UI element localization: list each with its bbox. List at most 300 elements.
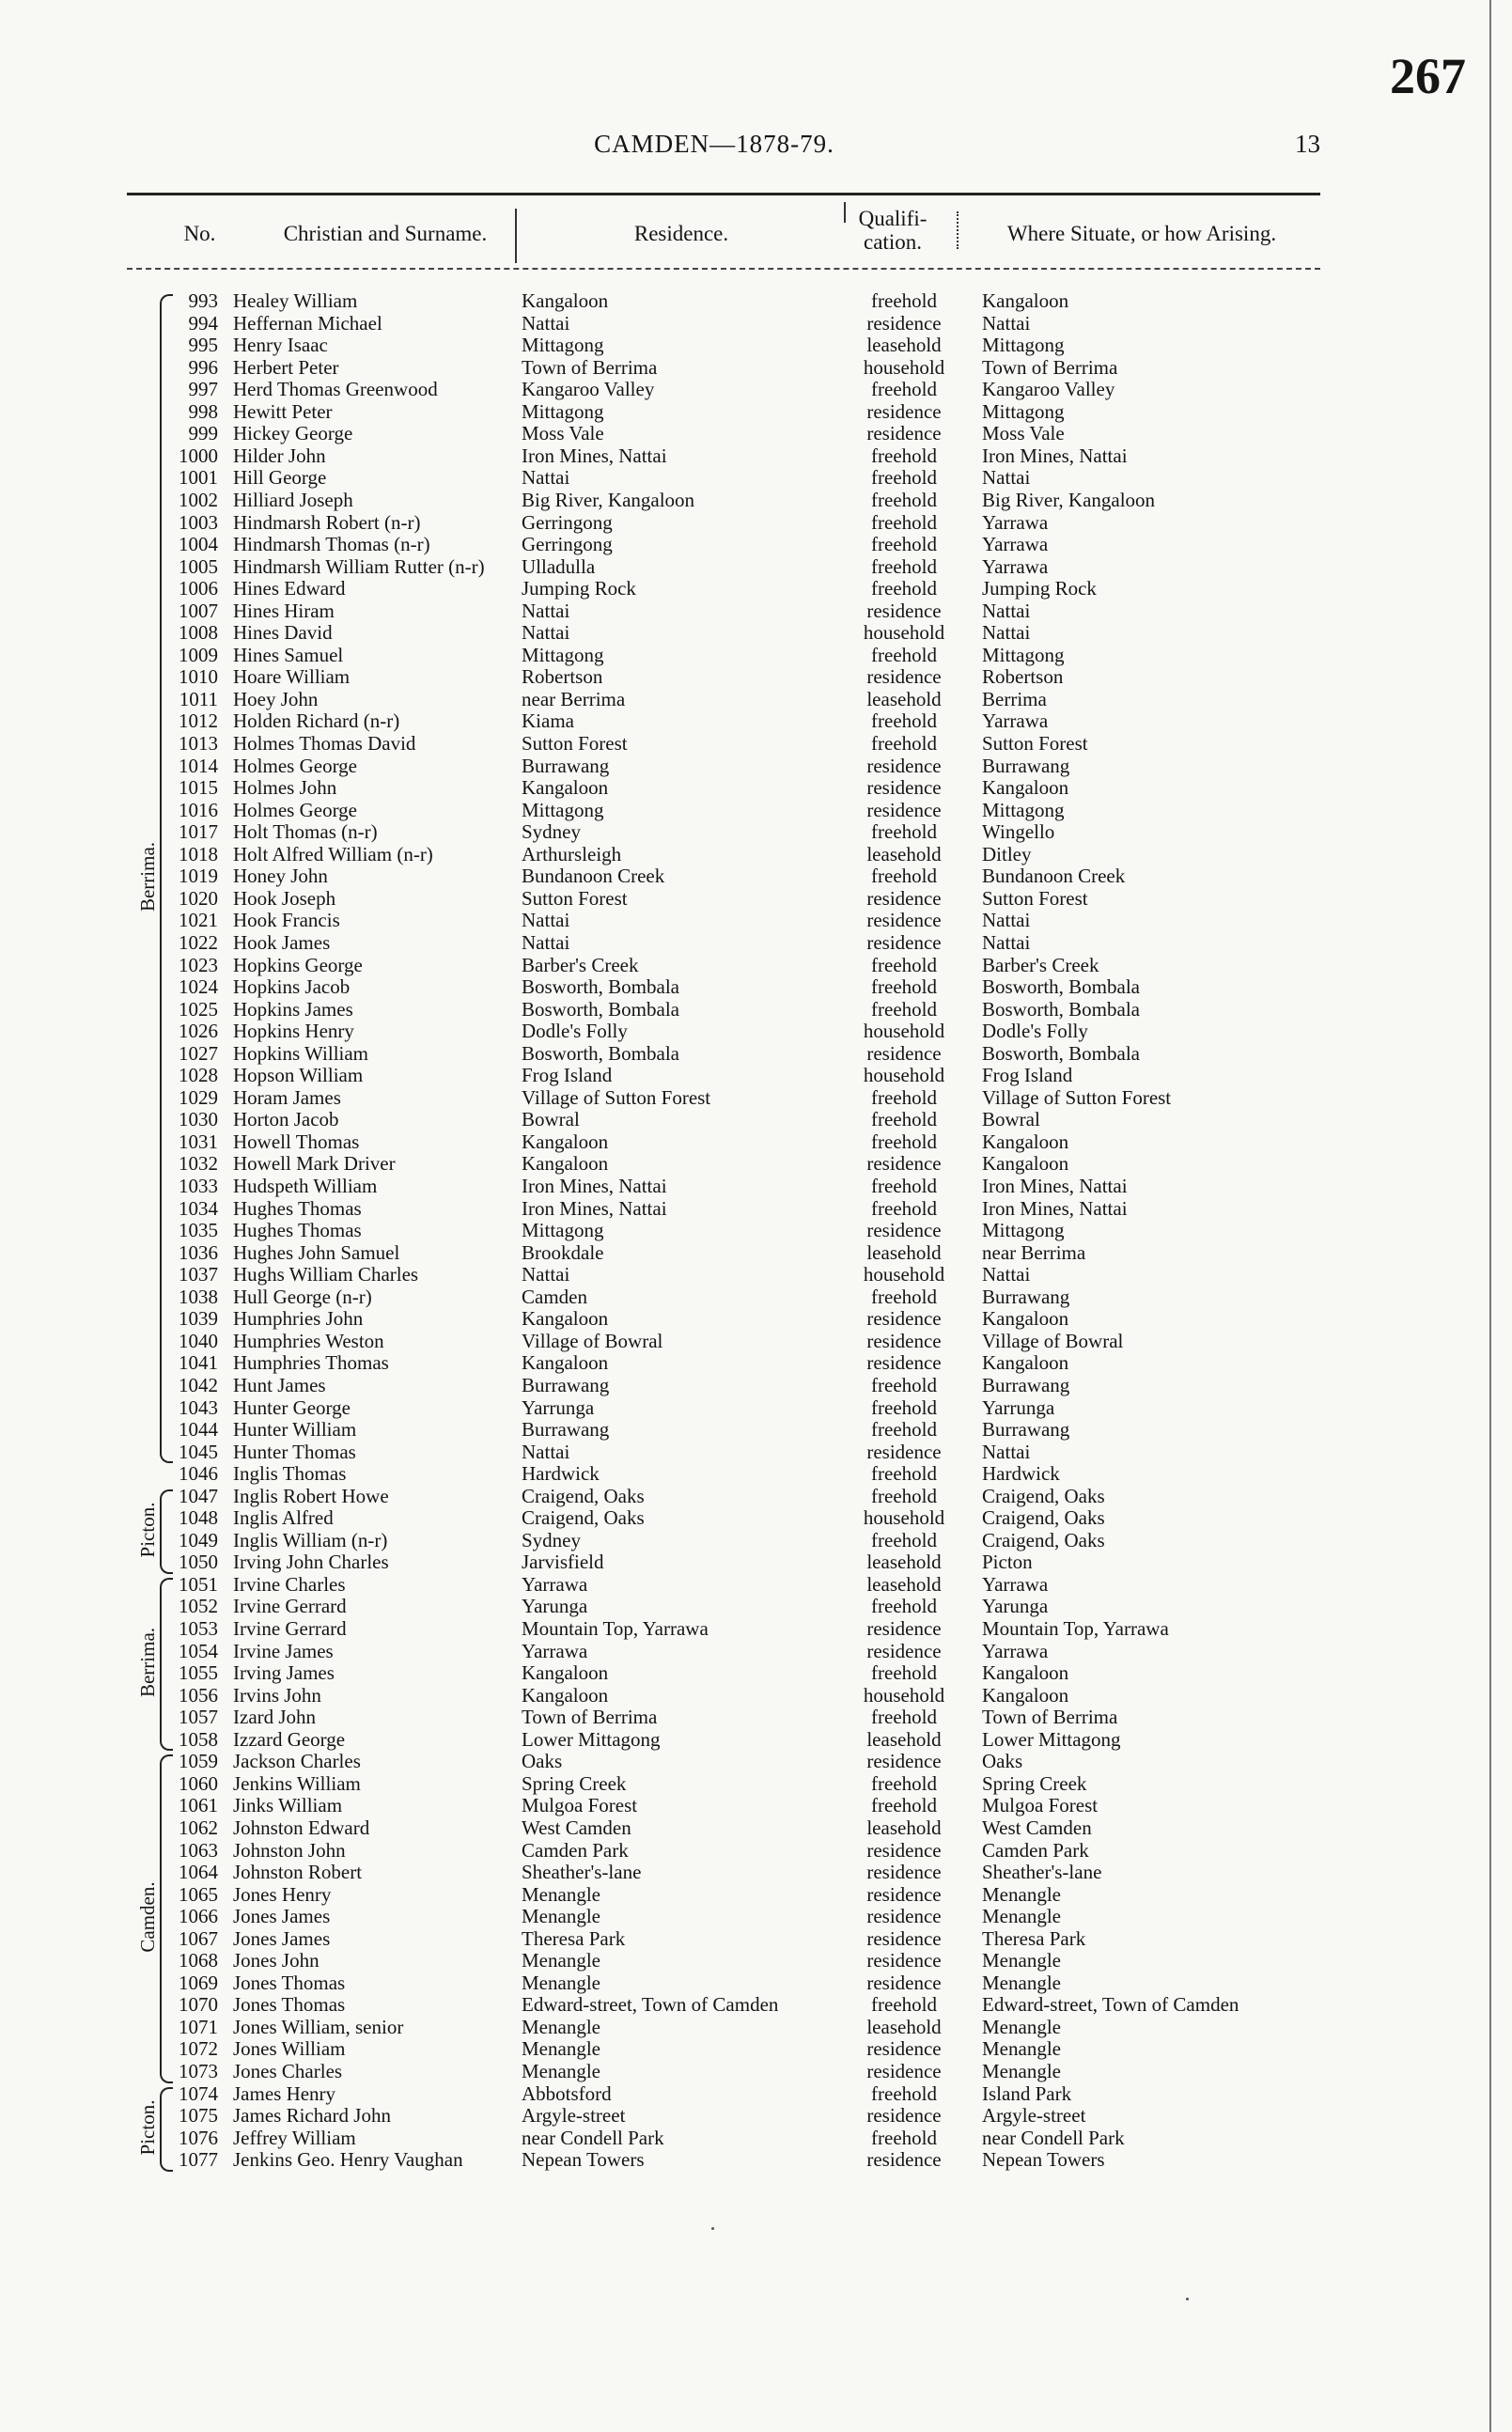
qualification: residence xyxy=(866,1152,942,1176)
table-row xyxy=(0,1397,1512,1420)
table-row xyxy=(0,512,1512,535)
where-situate: Ditley xyxy=(982,842,1032,865)
row-number: 1014 xyxy=(179,754,218,777)
elector-name: Izard John xyxy=(233,1706,317,1729)
elector-name: Hill George xyxy=(233,466,327,490)
residence: Jarvisfield xyxy=(522,1551,604,1574)
elector-name: Irvins John xyxy=(233,1683,321,1707)
where-situate: Nattai xyxy=(982,930,1031,954)
residence: Sheather's-lane xyxy=(522,1861,642,1884)
paper-speck xyxy=(1186,2298,1189,2300)
table-row xyxy=(0,335,1512,357)
row-number: 1068 xyxy=(179,1949,218,1972)
where-situate: Iron Mines, Nattai xyxy=(982,444,1128,467)
row-number: 1002 xyxy=(179,488,218,511)
header-separator xyxy=(515,209,517,263)
qualification: residence xyxy=(866,2037,942,2061)
row-number: 1028 xyxy=(179,1064,218,1087)
table-row xyxy=(0,1862,1512,1884)
row-number: 1036 xyxy=(179,1240,218,1264)
where-situate: Mittagong xyxy=(982,399,1065,423)
elector-name: Humphries Thomas xyxy=(233,1351,389,1375)
qualification: freehold xyxy=(871,466,937,490)
where-situate: Picton xyxy=(982,1551,1033,1574)
elector-name: Jackson Charles xyxy=(233,1750,361,1773)
elector-name: Hook Francis xyxy=(233,909,340,932)
table-row xyxy=(0,1751,1512,1773)
row-number: 996 xyxy=(188,355,218,379)
residence: Moss Vale xyxy=(522,422,604,445)
paper-speck xyxy=(711,2227,714,2230)
elector-name: Jones James xyxy=(233,1905,331,1928)
table-row xyxy=(0,666,1512,689)
table-row xyxy=(0,756,1512,778)
where-situate: Village of Bowral xyxy=(982,1329,1124,1352)
where-situate: Bosworth, Bombala xyxy=(982,997,1140,1021)
where-situate: Kangaloon xyxy=(982,1661,1069,1685)
where-situate: Town of Berrima xyxy=(982,1706,1118,1729)
residence: Kangaloon xyxy=(522,1351,609,1375)
row-number: 993 xyxy=(188,289,218,312)
elector-name: Hoare William xyxy=(233,665,351,689)
row-number: 1017 xyxy=(179,820,218,844)
where-situate: Bowral xyxy=(982,1108,1040,1131)
table-row xyxy=(0,800,1512,822)
elector-name: Jenkins William xyxy=(233,1771,361,1795)
residence: Menangle xyxy=(522,1971,600,1994)
residence: Village of Sutton Forest xyxy=(522,1085,711,1109)
district-label: Berrima. xyxy=(136,1628,159,1698)
elector-name: Honey John xyxy=(233,865,328,888)
residence: Nattai xyxy=(522,311,570,335)
qualification: freehold xyxy=(871,1661,937,1685)
where-situate: Craigend, Oaks xyxy=(982,1506,1105,1530)
table-row xyxy=(0,1352,1512,1375)
where-situate: near Condell Park xyxy=(982,2126,1125,2149)
where-situate: Menangle xyxy=(982,1971,1061,1994)
where-situate: Kangaloon xyxy=(982,289,1069,312)
residence: Bundanoon Creek xyxy=(522,865,665,888)
elector-name: Hopkins William xyxy=(233,1041,369,1065)
where-situate: Bosworth, Bombala xyxy=(982,1041,1140,1065)
residence: Kangaloon xyxy=(522,776,609,800)
row-number: 1041 xyxy=(179,1351,218,1375)
where-situate: Burrawang xyxy=(982,754,1070,777)
qualification: freehold xyxy=(871,289,937,312)
row-number: 1029 xyxy=(179,1085,218,1109)
where-situate: Yarrawa xyxy=(982,1639,1049,1662)
table-row xyxy=(0,357,1512,380)
elector-name: Hook Joseph xyxy=(233,886,336,910)
where-situate: Kangaloon xyxy=(982,1152,1069,1176)
where-situate: Mittagong xyxy=(982,798,1065,821)
table-row xyxy=(0,2017,1512,2039)
residence: Village of Bowral xyxy=(522,1329,663,1352)
residence: Theresa Park xyxy=(522,1926,626,1950)
table-row xyxy=(0,578,1512,600)
district-label: Camden. xyxy=(136,1881,159,1953)
qualification: freehold xyxy=(871,1175,937,1197)
qualification: residence xyxy=(866,2060,942,2082)
qualification: residence xyxy=(866,909,942,932)
where-situate: West Camden xyxy=(982,1816,1092,1839)
table-row xyxy=(0,1507,1512,1530)
where-situate: Burrawang xyxy=(982,1418,1070,1442)
elector-name: Henry Isaac xyxy=(233,334,328,357)
table-row xyxy=(0,1087,1512,1110)
district-bracket xyxy=(160,2087,173,2172)
where-situate: Menangle xyxy=(982,2060,1061,2082)
table-row xyxy=(0,1264,1512,1286)
residence: Bosworth, Bombala xyxy=(522,1041,679,1065)
row-number: 1057 xyxy=(179,1706,218,1729)
table-row xyxy=(0,689,1512,711)
residence: Mittagong xyxy=(522,1219,604,1242)
residence: Oaks xyxy=(522,1750,563,1773)
header-rule xyxy=(127,268,1320,270)
elector-name: Inglis Thomas xyxy=(233,1462,347,1486)
elector-name: Hook James xyxy=(233,930,331,954)
table-row xyxy=(0,1153,1512,1176)
residence: Menangle xyxy=(522,1905,600,1928)
row-number: 1071 xyxy=(179,2015,218,2038)
table-row xyxy=(0,777,1512,800)
row-number: 1019 xyxy=(179,865,218,888)
residence: Menangle xyxy=(522,2060,600,2082)
row-number: 1025 xyxy=(179,997,218,1021)
elector-name: Hickey George xyxy=(233,422,353,445)
row-number: 1034 xyxy=(179,1196,218,1220)
table-row xyxy=(0,622,1512,645)
elector-name: James Henry xyxy=(233,2081,336,2105)
header-where-situate: Where Situate, or how Arising. xyxy=(1006,222,1277,245)
qualification: residence xyxy=(866,1861,942,1884)
where-situate: Sutton Forest xyxy=(982,886,1088,910)
residence: Frog Island xyxy=(522,1064,613,1087)
residence: Bosworth, Bombala xyxy=(522,997,679,1021)
row-number: 998 xyxy=(188,399,218,423)
table-row xyxy=(0,379,1512,401)
residence: Burrawang xyxy=(522,754,610,777)
row-number: 1064 xyxy=(179,1861,218,1884)
row-number: 1066 xyxy=(179,1905,218,1928)
qualification: residence xyxy=(866,776,942,800)
row-number: 1004 xyxy=(179,533,218,556)
row-number: 1065 xyxy=(179,1882,218,1906)
qualification: residence xyxy=(866,930,942,954)
residence: Gerringong xyxy=(522,510,613,534)
elector-name: Holmes John xyxy=(233,776,337,800)
where-situate: Menangle xyxy=(982,1905,1061,1928)
where-situate: Kangaloon xyxy=(982,1351,1069,1375)
table-row xyxy=(0,1685,1512,1707)
where-situate: Nattai xyxy=(982,311,1031,335)
district-bracket xyxy=(160,294,173,1463)
where-situate: Moss Vale xyxy=(982,422,1065,445)
qualification: freehold xyxy=(871,1418,937,1442)
where-situate: Kangaloon xyxy=(982,1130,1069,1153)
elector-name: Jones William, senior xyxy=(233,2015,404,2038)
where-situate: Oaks xyxy=(982,1750,1023,1773)
table-row xyxy=(0,1596,1512,1618)
where-situate: Barber's Creek xyxy=(982,953,1099,976)
where-situate: Kangaloon xyxy=(982,1683,1069,1707)
table-row xyxy=(0,932,1512,955)
where-situate: Wingello xyxy=(982,820,1055,844)
residence: Robertson xyxy=(522,665,603,689)
residence: Sydney xyxy=(522,1528,581,1551)
qualification: leasehold xyxy=(866,1727,942,1751)
qualification: leasehold xyxy=(866,1816,942,1839)
residence: Iron Mines, Nattai xyxy=(522,1196,667,1220)
elector-name: Irvine Gerrard xyxy=(233,1617,347,1640)
table-row xyxy=(0,733,1512,756)
row-number: 1012 xyxy=(179,709,218,733)
elector-name: Hudspeth William xyxy=(233,1175,378,1197)
elector-name: Izzard George xyxy=(233,1727,346,1751)
where-situate: Yarrawa xyxy=(982,533,1049,556)
elector-name: Humphries Weston xyxy=(233,1329,384,1352)
row-number: 1011 xyxy=(179,687,218,710)
residence: Mittagong xyxy=(522,643,604,666)
elector-name: Jones Thomas xyxy=(233,1971,346,1994)
header-residence: Residence. xyxy=(633,222,729,245)
row-number: 1042 xyxy=(179,1373,218,1396)
qualification: freehold xyxy=(871,1595,937,1618)
table-row xyxy=(0,1530,1512,1552)
qualification: residence xyxy=(866,1926,942,1950)
residence: Jumping Rock xyxy=(522,577,636,600)
table-row xyxy=(0,2038,1512,2061)
residence: near Berrima xyxy=(522,687,626,710)
elector-name: Humphries John xyxy=(233,1307,364,1331)
qualification: freehold xyxy=(871,643,937,666)
where-situate: Nattai xyxy=(982,1263,1031,1286)
where-situate: Spring Creek xyxy=(982,1771,1087,1795)
elector-name: Irvine James xyxy=(233,1639,334,1662)
table-row xyxy=(0,1109,1512,1131)
residence: Menangle xyxy=(522,1882,600,1906)
table-row xyxy=(0,1419,1512,1442)
table-row xyxy=(0,1176,1512,1198)
elector-name: Hughes John Samuel xyxy=(233,1240,400,1264)
where-situate: Argyle-street xyxy=(982,2104,1086,2128)
qualification: freehold xyxy=(871,1373,937,1396)
table-row xyxy=(0,1773,1512,1796)
residence: Yarrawa xyxy=(522,1639,588,1662)
elector-name: Jeffrey William xyxy=(233,2126,356,2149)
qualification: freehold xyxy=(871,953,937,976)
row-number: 1003 xyxy=(179,510,218,534)
residence: Bosworth, Bombala xyxy=(522,975,679,999)
elector-name: Johnston John xyxy=(233,1838,346,1862)
table-row xyxy=(0,1043,1512,1066)
elector-name: Howell Thomas xyxy=(233,1130,360,1153)
residence: Nattai xyxy=(522,909,570,932)
qualification: residence xyxy=(866,1949,942,1972)
qualification: freehold xyxy=(871,1196,937,1220)
qualification: household xyxy=(863,1263,945,1286)
residence: Iron Mines, Nattai xyxy=(522,1175,667,1197)
qualification: residence xyxy=(866,1041,942,1065)
row-number: 1000 xyxy=(179,444,218,467)
elector-name: Hilliard Joseph xyxy=(233,488,353,511)
table-row xyxy=(0,1198,1512,1221)
qualification: freehold xyxy=(871,1130,937,1153)
where-situate: Nattai xyxy=(982,1440,1031,1463)
row-number: 995 xyxy=(188,334,218,357)
row-number: 1031 xyxy=(179,1130,218,1153)
table-row xyxy=(0,1994,1512,2017)
where-situate: Yarrawa xyxy=(982,709,1049,733)
table-row xyxy=(0,534,1512,556)
elector-name: Irving John Charles xyxy=(233,1551,389,1574)
row-number: 1026 xyxy=(179,1020,218,1043)
where-situate: Yarrunga xyxy=(982,1395,1055,1419)
where-situate: Hardwick xyxy=(982,1462,1060,1486)
qualification: freehold xyxy=(871,1528,937,1551)
row-number: 1043 xyxy=(179,1395,218,1419)
row-number: 1006 xyxy=(179,577,218,600)
row-number: 1072 xyxy=(179,2037,218,2061)
qualification: residence xyxy=(866,1617,942,1640)
qualification: household xyxy=(863,1064,945,1087)
residence: Sydney xyxy=(522,820,581,844)
qualification: household xyxy=(863,1506,945,1530)
where-situate: Burrawang xyxy=(982,1285,1070,1308)
table-row xyxy=(0,821,1512,844)
district-label: Picton. xyxy=(136,1502,159,1558)
qualification: leasehold xyxy=(866,1572,942,1596)
qualification: freehold xyxy=(871,444,937,467)
row-number: 1058 xyxy=(179,1727,218,1751)
row-number: 997 xyxy=(188,378,218,401)
residence: Yarrunga xyxy=(522,1395,595,1419)
residence: Kiama xyxy=(522,709,574,733)
table-row xyxy=(0,1840,1512,1863)
table-row xyxy=(0,976,1512,999)
table-row xyxy=(0,2128,1512,2150)
row-number: 1075 xyxy=(179,2104,218,2128)
where-situate: Menangle xyxy=(982,2015,1061,2038)
table-row xyxy=(0,844,1512,866)
row-number: 1051 xyxy=(179,1572,218,1596)
elector-name: James Richard John xyxy=(233,2104,391,2128)
table-row xyxy=(0,1884,1512,1907)
table-row xyxy=(0,1551,1512,1574)
where-situate: Robertson xyxy=(982,665,1064,689)
qualification: household xyxy=(863,1683,945,1707)
elector-name: Holmes George xyxy=(233,754,357,777)
where-situate: Nattai xyxy=(982,621,1031,645)
elector-name: Hopson William xyxy=(233,1064,364,1087)
table-row xyxy=(0,2083,1512,2106)
table-row xyxy=(0,1641,1512,1663)
residence: Nattai xyxy=(522,621,570,645)
qualification: leasehold xyxy=(866,842,942,865)
residence: Argyle-street xyxy=(522,2104,626,2128)
qualification: freehold xyxy=(871,975,937,999)
where-situate: Menangle xyxy=(982,2037,1061,2061)
district-label: Picton. xyxy=(136,2099,159,2156)
residence: Camden xyxy=(522,1285,587,1308)
row-number: 1055 xyxy=(179,1661,218,1685)
table-row xyxy=(0,1574,1512,1597)
row-number: 1010 xyxy=(179,665,218,689)
qualification: residence xyxy=(866,1329,942,1352)
residence: Abbotsford xyxy=(522,2081,612,2105)
qualification: residence xyxy=(866,665,942,689)
row-number: 1037 xyxy=(179,1263,218,1286)
row-number: 1044 xyxy=(179,1418,218,1442)
where-situate: Dodle's Folly xyxy=(982,1020,1088,1043)
table-row xyxy=(0,313,1512,335)
row-number: 1015 xyxy=(179,776,218,800)
residence: Barber's Creek xyxy=(522,953,639,976)
table-row xyxy=(0,1928,1512,1951)
elector-name: Johnston Edward xyxy=(233,1816,370,1839)
qualification: freehold xyxy=(871,1706,937,1729)
qualification: freehold xyxy=(871,378,937,401)
qualification: residence xyxy=(866,1882,942,1906)
row-number: 1073 xyxy=(179,2060,218,2082)
row-number: 1052 xyxy=(179,1595,218,1618)
residence: Arthursleigh xyxy=(522,842,622,865)
where-situate: Yarrawa xyxy=(982,510,1049,534)
where-situate: Menangle xyxy=(982,1949,1061,1972)
row-number: 1076 xyxy=(179,2126,218,2149)
residence: Menangle xyxy=(522,2037,600,2061)
elector-name: Johnston Robert xyxy=(233,1861,363,1884)
elector-name: Jones Charles xyxy=(233,2060,343,2082)
residence: Nattai xyxy=(522,1440,570,1463)
residence: Menangle xyxy=(522,1949,600,1972)
qualification: freehold xyxy=(871,1085,937,1109)
residence: Big River, Kangaloon xyxy=(522,488,695,511)
row-number: 1053 xyxy=(179,1617,218,1640)
where-situate: Edward-street, Town of Camden xyxy=(982,1993,1239,2017)
residence: Iron Mines, Nattai xyxy=(522,444,667,467)
elector-name: Hoey John xyxy=(233,687,319,710)
elector-name: Jinks William xyxy=(233,1794,343,1817)
row-number: 1040 xyxy=(179,1329,218,1352)
table-row xyxy=(0,1707,1512,1729)
residence: Lower Mittagong xyxy=(522,1727,661,1751)
residence: Kangaloon xyxy=(522,1307,609,1331)
where-situate: Mittagong xyxy=(982,643,1065,666)
qualification: residence xyxy=(866,2104,942,2128)
residence: Mountain Top, Yarrawa xyxy=(522,1617,709,1640)
residence: Mulgoa Forest xyxy=(522,1794,638,1817)
where-situate: near Berrima xyxy=(982,1240,1086,1264)
residence: Town of Berrima xyxy=(522,355,658,379)
table-row xyxy=(0,1972,1512,1995)
row-number: 1074 xyxy=(179,2081,218,2105)
elector-name: Hindmarsh Robert (n-r) xyxy=(233,510,421,534)
elector-name: Irvine Charles xyxy=(233,1572,346,1596)
row-number: 1022 xyxy=(179,930,218,954)
row-number: 1061 xyxy=(179,1794,218,1817)
row-number: 1069 xyxy=(179,1971,218,1994)
where-situate: Jumping Rock xyxy=(982,577,1097,600)
row-number: 999 xyxy=(188,422,218,445)
residence: Town of Berrima xyxy=(522,1706,658,1729)
row-number: 1045 xyxy=(179,1440,218,1463)
table-row xyxy=(0,1308,1512,1331)
qualification: freehold xyxy=(871,732,937,755)
elector-name: Irvine Gerrard xyxy=(233,1595,347,1618)
qualification: freehold xyxy=(871,1462,937,1486)
